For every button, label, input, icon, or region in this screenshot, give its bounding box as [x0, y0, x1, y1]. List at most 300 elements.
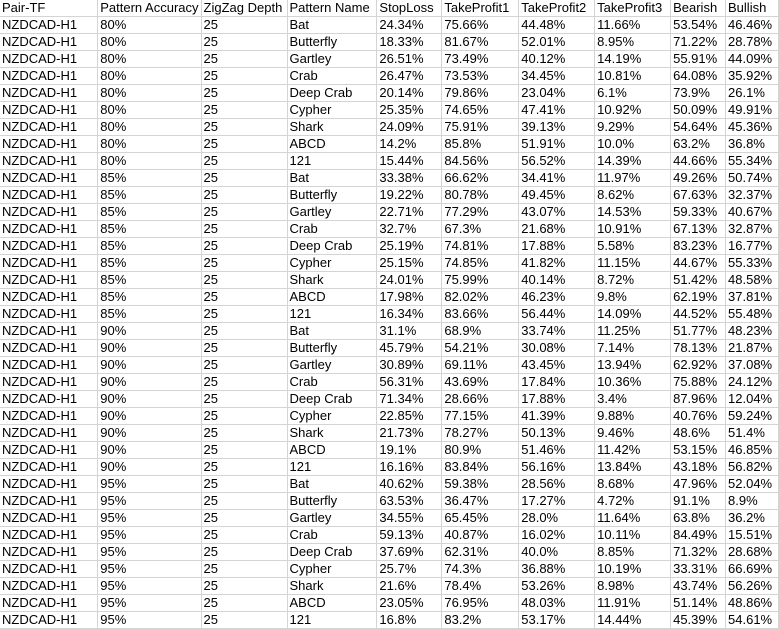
cell-bearish[interactable]: 53.15%: [671, 442, 726, 459]
cell-takeprofit2[interactable]: 50.13%: [519, 425, 595, 442]
cell-takeprofit1[interactable]: 36.47%: [442, 493, 519, 510]
cell-pattern-accuracy[interactable]: 85%: [98, 221, 201, 238]
cell-zigzag-depth[interactable]: 25: [201, 493, 287, 510]
cell-stoploss[interactable]: 31.1%: [377, 323, 442, 340]
cell-takeprofit2[interactable]: 33.74%: [519, 323, 595, 340]
header-pair-tf[interactable]: Pair-TF: [0, 0, 98, 17]
cell-pattern-accuracy[interactable]: 85%: [98, 306, 201, 323]
cell-takeprofit1[interactable]: 73.49%: [442, 51, 519, 68]
cell-takeprofit1[interactable]: 59.38%: [442, 476, 519, 493]
cell-takeprofit3[interactable]: 14.19%: [595, 51, 671, 68]
cell-zigzag-depth[interactable]: 25: [201, 459, 287, 476]
cell-bullish[interactable]: 35.92%: [726, 68, 779, 85]
cell-takeprofit3[interactable]: 7.14%: [595, 340, 671, 357]
cell-pattern-accuracy[interactable]: 90%: [98, 374, 201, 391]
cell-takeprofit1[interactable]: 43.69%: [442, 374, 519, 391]
cell-pattern-accuracy[interactable]: 90%: [98, 391, 201, 408]
cell-pattern-name[interactable]: Butterfly: [287, 340, 377, 357]
cell-takeprofit3[interactable]: 11.42%: [595, 442, 671, 459]
cell-bearish[interactable]: 43.18%: [671, 459, 726, 476]
cell-pair-tf[interactable]: NZDCAD-H1: [0, 51, 98, 68]
cell-pair-tf[interactable]: NZDCAD-H1: [0, 527, 98, 544]
cell-bullish[interactable]: 56.82%: [726, 459, 779, 476]
cell-bearish[interactable]: 64.08%: [671, 68, 726, 85]
cell-takeprofit1[interactable]: 82.02%: [442, 289, 519, 306]
cell-takeprofit2[interactable]: 23.04%: [519, 85, 595, 102]
cell-takeprofit2[interactable]: 17.88%: [519, 391, 595, 408]
cell-pair-tf[interactable]: NZDCAD-H1: [0, 493, 98, 510]
cell-takeprofit3[interactable]: 11.25%: [595, 323, 671, 340]
cell-bearish[interactable]: 50.09%: [671, 102, 726, 119]
cell-bearish[interactable]: 40.76%: [671, 408, 726, 425]
cell-pattern-accuracy[interactable]: 80%: [98, 68, 201, 85]
cell-pattern-name[interactable]: Bat: [287, 170, 377, 187]
cell-takeprofit3[interactable]: 10.0%: [595, 136, 671, 153]
cell-zigzag-depth[interactable]: 25: [201, 272, 287, 289]
cell-stoploss[interactable]: 32.7%: [377, 221, 442, 238]
cell-takeprofit2[interactable]: 28.56%: [519, 476, 595, 493]
cell-pair-tf[interactable]: NZDCAD-H1: [0, 170, 98, 187]
cell-pair-tf[interactable]: NZDCAD-H1: [0, 425, 98, 442]
cell-pair-tf[interactable]: NZDCAD-H1: [0, 510, 98, 527]
header-pattern-name[interactable]: Pattern Name: [287, 0, 377, 17]
cell-takeprofit3[interactable]: 10.11%: [595, 527, 671, 544]
cell-takeprofit3[interactable]: 14.39%: [595, 153, 671, 170]
cell-zigzag-depth[interactable]: 25: [201, 187, 287, 204]
cell-takeprofit2[interactable]: 34.45%: [519, 68, 595, 85]
header-zigzag-depth[interactable]: ZigZag Depth: [201, 0, 287, 17]
cell-stoploss[interactable]: 56.31%: [377, 374, 442, 391]
cell-bullish[interactable]: 48.23%: [726, 323, 779, 340]
cell-takeprofit2[interactable]: 17.27%: [519, 493, 595, 510]
cell-bullish[interactable]: 36.2%: [726, 510, 779, 527]
cell-takeprofit2[interactable]: 21.68%: [519, 221, 595, 238]
cell-bullish[interactable]: 28.68%: [726, 544, 779, 561]
cell-takeprofit1[interactable]: 78.27%: [442, 425, 519, 442]
cell-pair-tf[interactable]: NZDCAD-H1: [0, 374, 98, 391]
cell-zigzag-depth[interactable]: 25: [201, 68, 287, 85]
cell-takeprofit3[interactable]: 14.09%: [595, 306, 671, 323]
cell-zigzag-depth[interactable]: 25: [201, 476, 287, 493]
cell-pattern-name[interactable]: Crab: [287, 527, 377, 544]
cell-pair-tf[interactable]: NZDCAD-H1: [0, 34, 98, 51]
cell-takeprofit3[interactable]: 4.72%: [595, 493, 671, 510]
cell-bullish[interactable]: 32.87%: [726, 221, 779, 238]
cell-stoploss[interactable]: 16.8%: [377, 612, 442, 629]
cell-zigzag-depth[interactable]: 25: [201, 34, 287, 51]
cell-bearish[interactable]: 71.32%: [671, 544, 726, 561]
cell-pair-tf[interactable]: NZDCAD-H1: [0, 595, 98, 612]
cell-pattern-name[interactable]: Bat: [287, 476, 377, 493]
cell-pattern-accuracy[interactable]: 90%: [98, 425, 201, 442]
cell-takeprofit3[interactable]: 8.72%: [595, 272, 671, 289]
cell-takeprofit1[interactable]: 80.9%: [442, 442, 519, 459]
cell-takeprofit1[interactable]: 83.66%: [442, 306, 519, 323]
cell-pattern-accuracy[interactable]: 95%: [98, 544, 201, 561]
cell-pair-tf[interactable]: NZDCAD-H1: [0, 102, 98, 119]
cell-zigzag-depth[interactable]: 25: [201, 442, 287, 459]
cell-stoploss[interactable]: 25.7%: [377, 561, 442, 578]
cell-takeprofit1[interactable]: 80.78%: [442, 187, 519, 204]
cell-pattern-name[interactable]: ABCD: [287, 595, 377, 612]
cell-pattern-name[interactable]: 121: [287, 459, 377, 476]
cell-pattern-accuracy[interactable]: 85%: [98, 187, 201, 204]
cell-bullish[interactable]: 51.4%: [726, 425, 779, 442]
cell-zigzag-depth[interactable]: 25: [201, 102, 287, 119]
cell-pair-tf[interactable]: NZDCAD-H1: [0, 578, 98, 595]
cell-zigzag-depth[interactable]: 25: [201, 17, 287, 34]
cell-pattern-name[interactable]: Deep Crab: [287, 391, 377, 408]
cell-bearish[interactable]: 84.49%: [671, 527, 726, 544]
cell-pattern-name[interactable]: Shark: [287, 425, 377, 442]
cell-zigzag-depth[interactable]: 25: [201, 306, 287, 323]
cell-takeprofit2[interactable]: 56.44%: [519, 306, 595, 323]
cell-takeprofit2[interactable]: 40.14%: [519, 272, 595, 289]
cell-pattern-name[interactable]: Bat: [287, 17, 377, 34]
header-bullish[interactable]: Bullish: [726, 0, 779, 17]
cell-stoploss[interactable]: 59.13%: [377, 527, 442, 544]
cell-takeprofit3[interactable]: 14.53%: [595, 204, 671, 221]
cell-bullish[interactable]: 48.86%: [726, 595, 779, 612]
cell-pattern-accuracy[interactable]: 90%: [98, 442, 201, 459]
cell-pair-tf[interactable]: NZDCAD-H1: [0, 17, 98, 34]
cell-pair-tf[interactable]: NZDCAD-H1: [0, 544, 98, 561]
cell-pattern-name[interactable]: Butterfly: [287, 34, 377, 51]
cell-bearish[interactable]: 67.63%: [671, 187, 726, 204]
cell-bearish[interactable]: 44.52%: [671, 306, 726, 323]
header-pattern-accuracy[interactable]: Pattern Accuracy: [98, 0, 201, 17]
cell-bullish[interactable]: 50.74%: [726, 170, 779, 187]
cell-zigzag-depth[interactable]: 25: [201, 408, 287, 425]
cell-stoploss[interactable]: 37.69%: [377, 544, 442, 561]
cell-pattern-name[interactable]: 121: [287, 612, 377, 629]
cell-bearish[interactable]: 62.19%: [671, 289, 726, 306]
cell-pattern-accuracy[interactable]: 80%: [98, 102, 201, 119]
header-takeprofit3[interactable]: TakeProfit3: [595, 0, 671, 17]
cell-takeprofit2[interactable]: 47.41%: [519, 102, 595, 119]
cell-takeprofit3[interactable]: 13.84%: [595, 459, 671, 476]
cell-takeprofit2[interactable]: 39.13%: [519, 119, 595, 136]
cell-bullish[interactable]: 44.09%: [726, 51, 779, 68]
cell-pattern-name[interactable]: Bat: [287, 323, 377, 340]
cell-takeprofit1[interactable]: 68.9%: [442, 323, 519, 340]
cell-takeprofit3[interactable]: 5.58%: [595, 238, 671, 255]
cell-takeprofit3[interactable]: 6.1%: [595, 85, 671, 102]
cell-pattern-name[interactable]: Gartley: [287, 51, 377, 68]
cell-takeprofit3[interactable]: 14.44%: [595, 612, 671, 629]
cell-bearish[interactable]: 73.9%: [671, 85, 726, 102]
cell-takeprofit2[interactable]: 17.84%: [519, 374, 595, 391]
cell-pattern-accuracy[interactable]: 95%: [98, 510, 201, 527]
cell-takeprofit1[interactable]: 28.66%: [442, 391, 519, 408]
cell-takeprofit2[interactable]: 53.17%: [519, 612, 595, 629]
cell-stoploss[interactable]: 45.79%: [377, 340, 442, 357]
cell-takeprofit2[interactable]: 44.48%: [519, 17, 595, 34]
cell-bearish[interactable]: 67.13%: [671, 221, 726, 238]
cell-takeprofit3[interactable]: 11.97%: [595, 170, 671, 187]
cell-bearish[interactable]: 43.74%: [671, 578, 726, 595]
cell-takeprofit2[interactable]: 41.39%: [519, 408, 595, 425]
cell-takeprofit3[interactable]: 11.91%: [595, 595, 671, 612]
cell-bearish[interactable]: 53.54%: [671, 17, 726, 34]
cell-pattern-name[interactable]: Butterfly: [287, 493, 377, 510]
cell-zigzag-depth[interactable]: 25: [201, 221, 287, 238]
cell-stoploss[interactable]: 33.38%: [377, 170, 442, 187]
cell-takeprofit1[interactable]: 74.85%: [442, 255, 519, 272]
cell-bullish[interactable]: 21.87%: [726, 340, 779, 357]
cell-stoploss[interactable]: 25.19%: [377, 238, 442, 255]
cell-bearish[interactable]: 51.42%: [671, 272, 726, 289]
cell-zigzag-depth[interactable]: 25: [201, 391, 287, 408]
cell-pattern-accuracy[interactable]: 95%: [98, 561, 201, 578]
cell-takeprofit2[interactable]: 56.52%: [519, 153, 595, 170]
cell-zigzag-depth[interactable]: 25: [201, 510, 287, 527]
cell-bullish[interactable]: 55.33%: [726, 255, 779, 272]
cell-pair-tf[interactable]: NZDCAD-H1: [0, 357, 98, 374]
cell-pattern-accuracy[interactable]: 95%: [98, 578, 201, 595]
cell-takeprofit1[interactable]: 81.67%: [442, 34, 519, 51]
cell-zigzag-depth[interactable]: 25: [201, 289, 287, 306]
cell-takeprofit3[interactable]: 8.98%: [595, 578, 671, 595]
cell-bearish[interactable]: 63.2%: [671, 136, 726, 153]
cell-takeprofit3[interactable]: 11.66%: [595, 17, 671, 34]
cell-pattern-name[interactable]: ABCD: [287, 442, 377, 459]
cell-takeprofit2[interactable]: 28.0%: [519, 510, 595, 527]
cell-pattern-name[interactable]: Shark: [287, 119, 377, 136]
cell-bullish[interactable]: 55.34%: [726, 153, 779, 170]
cell-takeprofit3[interactable]: 9.8%: [595, 289, 671, 306]
cell-bullish[interactable]: 54.61%: [726, 612, 779, 629]
cell-takeprofit3[interactable]: 8.95%: [595, 34, 671, 51]
cell-takeprofit1[interactable]: 85.8%: [442, 136, 519, 153]
cell-pair-tf[interactable]: NZDCAD-H1: [0, 476, 98, 493]
cell-pattern-name[interactable]: ABCD: [287, 289, 377, 306]
cell-pattern-accuracy[interactable]: 80%: [98, 17, 201, 34]
cell-bullish[interactable]: 40.67%: [726, 204, 779, 221]
cell-pattern-name[interactable]: Cypher: [287, 255, 377, 272]
cell-pair-tf[interactable]: NZDCAD-H1: [0, 153, 98, 170]
cell-pair-tf[interactable]: NZDCAD-H1: [0, 442, 98, 459]
cell-zigzag-depth[interactable]: 25: [201, 578, 287, 595]
cell-zigzag-depth[interactable]: 25: [201, 561, 287, 578]
cell-zigzag-depth[interactable]: 25: [201, 204, 287, 221]
cell-pair-tf[interactable]: NZDCAD-H1: [0, 391, 98, 408]
cell-takeprofit2[interactable]: 40.0%: [519, 544, 595, 561]
cell-pattern-accuracy[interactable]: 95%: [98, 527, 201, 544]
cell-takeprofit2[interactable]: 49.45%: [519, 187, 595, 204]
cell-pattern-name[interactable]: Crab: [287, 68, 377, 85]
cell-bearish[interactable]: 47.96%: [671, 476, 726, 493]
cell-bullish[interactable]: 37.81%: [726, 289, 779, 306]
cell-stoploss[interactable]: 16.16%: [377, 459, 442, 476]
cell-zigzag-depth[interactable]: 25: [201, 612, 287, 629]
cell-takeprofit1[interactable]: 83.84%: [442, 459, 519, 476]
cell-pattern-accuracy[interactable]: 80%: [98, 51, 201, 68]
cell-takeprofit1[interactable]: 62.31%: [442, 544, 519, 561]
cell-takeprofit1[interactable]: 75.91%: [442, 119, 519, 136]
cell-pair-tf[interactable]: NZDCAD-H1: [0, 340, 98, 357]
cell-takeprofit1[interactable]: 78.4%: [442, 578, 519, 595]
cell-takeprofit2[interactable]: 51.46%: [519, 442, 595, 459]
cell-takeprofit2[interactable]: 17.88%: [519, 238, 595, 255]
cell-takeprofit3[interactable]: 3.4%: [595, 391, 671, 408]
cell-stoploss[interactable]: 21.73%: [377, 425, 442, 442]
cell-takeprofit1[interactable]: 79.86%: [442, 85, 519, 102]
cell-stoploss[interactable]: 22.85%: [377, 408, 442, 425]
cell-pattern-name[interactable]: Gartley: [287, 357, 377, 374]
cell-pattern-accuracy[interactable]: 80%: [98, 153, 201, 170]
cell-bearish[interactable]: 91.1%: [671, 493, 726, 510]
cell-takeprofit1[interactable]: 65.45%: [442, 510, 519, 527]
cell-stoploss[interactable]: 20.14%: [377, 85, 442, 102]
cell-pair-tf[interactable]: NZDCAD-H1: [0, 221, 98, 238]
header-takeprofit2[interactable]: TakeProfit2: [519, 0, 595, 17]
cell-stoploss[interactable]: 24.09%: [377, 119, 442, 136]
cell-takeprofit2[interactable]: 51.91%: [519, 136, 595, 153]
cell-zigzag-depth[interactable]: 25: [201, 595, 287, 612]
cell-pair-tf[interactable]: NZDCAD-H1: [0, 323, 98, 340]
cell-bearish[interactable]: 87.96%: [671, 391, 726, 408]
cell-bearish[interactable]: 51.77%: [671, 323, 726, 340]
cell-bullish[interactable]: 28.78%: [726, 34, 779, 51]
cell-pattern-accuracy[interactable]: 95%: [98, 595, 201, 612]
cell-zigzag-depth[interactable]: 25: [201, 51, 287, 68]
cell-stoploss[interactable]: 25.15%: [377, 255, 442, 272]
cell-takeprofit3[interactable]: 10.36%: [595, 374, 671, 391]
cell-takeprofit1[interactable]: 75.66%: [442, 17, 519, 34]
cell-pattern-accuracy[interactable]: 85%: [98, 204, 201, 221]
cell-takeprofit3[interactable]: 8.85%: [595, 544, 671, 561]
cell-takeprofit3[interactable]: 8.68%: [595, 476, 671, 493]
cell-takeprofit1[interactable]: 73.53%: [442, 68, 519, 85]
cell-takeprofit1[interactable]: 74.81%: [442, 238, 519, 255]
cell-takeprofit3[interactable]: 11.15%: [595, 255, 671, 272]
cell-pair-tf[interactable]: NZDCAD-H1: [0, 272, 98, 289]
cell-pattern-accuracy[interactable]: 90%: [98, 323, 201, 340]
cell-pair-tf[interactable]: NZDCAD-H1: [0, 612, 98, 629]
cell-pair-tf[interactable]: NZDCAD-H1: [0, 68, 98, 85]
cell-takeprofit2[interactable]: 16.02%: [519, 527, 595, 544]
cell-pattern-name[interactable]: ABCD: [287, 136, 377, 153]
cell-pattern-accuracy[interactable]: 85%: [98, 170, 201, 187]
cell-pattern-accuracy[interactable]: 95%: [98, 612, 201, 629]
cell-pattern-accuracy[interactable]: 95%: [98, 476, 201, 493]
cell-takeprofit2[interactable]: 34.41%: [519, 170, 595, 187]
cell-pattern-accuracy[interactable]: 95%: [98, 493, 201, 510]
cell-takeprofit1[interactable]: 77.29%: [442, 204, 519, 221]
cell-zigzag-depth[interactable]: 25: [201, 357, 287, 374]
cell-takeprofit3[interactable]: 10.91%: [595, 221, 671, 238]
header-takeprofit1[interactable]: TakeProfit1: [442, 0, 519, 17]
cell-bullish[interactable]: 32.37%: [726, 187, 779, 204]
cell-takeprofit3[interactable]: 13.94%: [595, 357, 671, 374]
cell-pair-tf[interactable]: NZDCAD-H1: [0, 289, 98, 306]
cell-takeprofit3[interactable]: 8.62%: [595, 187, 671, 204]
cell-takeprofit3[interactable]: 9.46%: [595, 425, 671, 442]
cell-stoploss[interactable]: 24.34%: [377, 17, 442, 34]
cell-stoploss[interactable]: 30.89%: [377, 357, 442, 374]
cell-takeprofit1[interactable]: 66.62%: [442, 170, 519, 187]
cell-takeprofit2[interactable]: 41.82%: [519, 255, 595, 272]
cell-pattern-name[interactable]: Cypher: [287, 408, 377, 425]
cell-zigzag-depth[interactable]: 25: [201, 340, 287, 357]
cell-stoploss[interactable]: 71.34%: [377, 391, 442, 408]
cell-bearish[interactable]: 59.33%: [671, 204, 726, 221]
cell-zigzag-depth[interactable]: 25: [201, 374, 287, 391]
cell-pattern-name[interactable]: 121: [287, 306, 377, 323]
cell-bullish[interactable]: 52.04%: [726, 476, 779, 493]
cell-pattern-accuracy[interactable]: 90%: [98, 459, 201, 476]
cell-bearish[interactable]: 49.26%: [671, 170, 726, 187]
cell-takeprofit2[interactable]: 53.26%: [519, 578, 595, 595]
cell-stoploss[interactable]: 14.2%: [377, 136, 442, 153]
cell-stoploss[interactable]: 34.55%: [377, 510, 442, 527]
cell-takeprofit1[interactable]: 54.21%: [442, 340, 519, 357]
cell-takeprofit2[interactable]: 48.03%: [519, 595, 595, 612]
cell-stoploss[interactable]: 23.05%: [377, 595, 442, 612]
cell-pattern-name[interactable]: Butterfly: [287, 187, 377, 204]
cell-pattern-name[interactable]: Gartley: [287, 510, 377, 527]
cell-stoploss[interactable]: 19.1%: [377, 442, 442, 459]
cell-takeprofit3[interactable]: 10.81%: [595, 68, 671, 85]
cell-pair-tf[interactable]: NZDCAD-H1: [0, 85, 98, 102]
cell-pattern-name[interactable]: Cypher: [287, 561, 377, 578]
cell-zigzag-depth[interactable]: 25: [201, 527, 287, 544]
cell-stoploss[interactable]: 15.44%: [377, 153, 442, 170]
cell-zigzag-depth[interactable]: 25: [201, 170, 287, 187]
cell-pattern-name[interactable]: Shark: [287, 578, 377, 595]
cell-pattern-name[interactable]: Shark: [287, 272, 377, 289]
cell-pattern-accuracy[interactable]: 80%: [98, 85, 201, 102]
cell-zigzag-depth[interactable]: 25: [201, 238, 287, 255]
cell-pattern-name[interactable]: Gartley: [287, 204, 377, 221]
cell-pattern-accuracy[interactable]: 85%: [98, 255, 201, 272]
cell-stoploss[interactable]: 24.01%: [377, 272, 442, 289]
cell-pattern-accuracy[interactable]: 85%: [98, 289, 201, 306]
cell-bearish[interactable]: 83.23%: [671, 238, 726, 255]
cell-bullish[interactable]: 66.69%: [726, 561, 779, 578]
cell-pattern-name[interactable]: Deep Crab: [287, 85, 377, 102]
cell-stoploss[interactable]: 19.22%: [377, 187, 442, 204]
cell-pair-tf[interactable]: NZDCAD-H1: [0, 408, 98, 425]
cell-bullish[interactable]: 45.36%: [726, 119, 779, 136]
cell-zigzag-depth[interactable]: 25: [201, 85, 287, 102]
cell-zigzag-depth[interactable]: 25: [201, 136, 287, 153]
cell-pattern-name[interactable]: 121: [287, 153, 377, 170]
cell-bullish[interactable]: 24.12%: [726, 374, 779, 391]
cell-takeprofit2[interactable]: 52.01%: [519, 34, 595, 51]
cell-pattern-accuracy[interactable]: 90%: [98, 408, 201, 425]
cell-pattern-accuracy[interactable]: 85%: [98, 272, 201, 289]
cell-zigzag-depth[interactable]: 25: [201, 544, 287, 561]
cell-pattern-accuracy[interactable]: 85%: [98, 238, 201, 255]
cell-zigzag-depth[interactable]: 25: [201, 153, 287, 170]
cell-takeprofit2[interactable]: 36.88%: [519, 561, 595, 578]
cell-takeprofit3[interactable]: 11.64%: [595, 510, 671, 527]
cell-takeprofit3[interactable]: 10.92%: [595, 102, 671, 119]
cell-takeprofit3[interactable]: 9.88%: [595, 408, 671, 425]
cell-bearish[interactable]: 48.6%: [671, 425, 726, 442]
cell-takeprofit1[interactable]: 69.11%: [442, 357, 519, 374]
cell-takeprofit3[interactable]: 10.19%: [595, 561, 671, 578]
cell-bullish[interactable]: 37.08%: [726, 357, 779, 374]
cell-takeprofit1[interactable]: 40.87%: [442, 527, 519, 544]
cell-takeprofit3[interactable]: 9.29%: [595, 119, 671, 136]
cell-stoploss[interactable]: 16.34%: [377, 306, 442, 323]
cell-pattern-accuracy[interactable]: 80%: [98, 119, 201, 136]
cell-takeprofit2[interactable]: 56.16%: [519, 459, 595, 476]
cell-bearish[interactable]: 51.14%: [671, 595, 726, 612]
